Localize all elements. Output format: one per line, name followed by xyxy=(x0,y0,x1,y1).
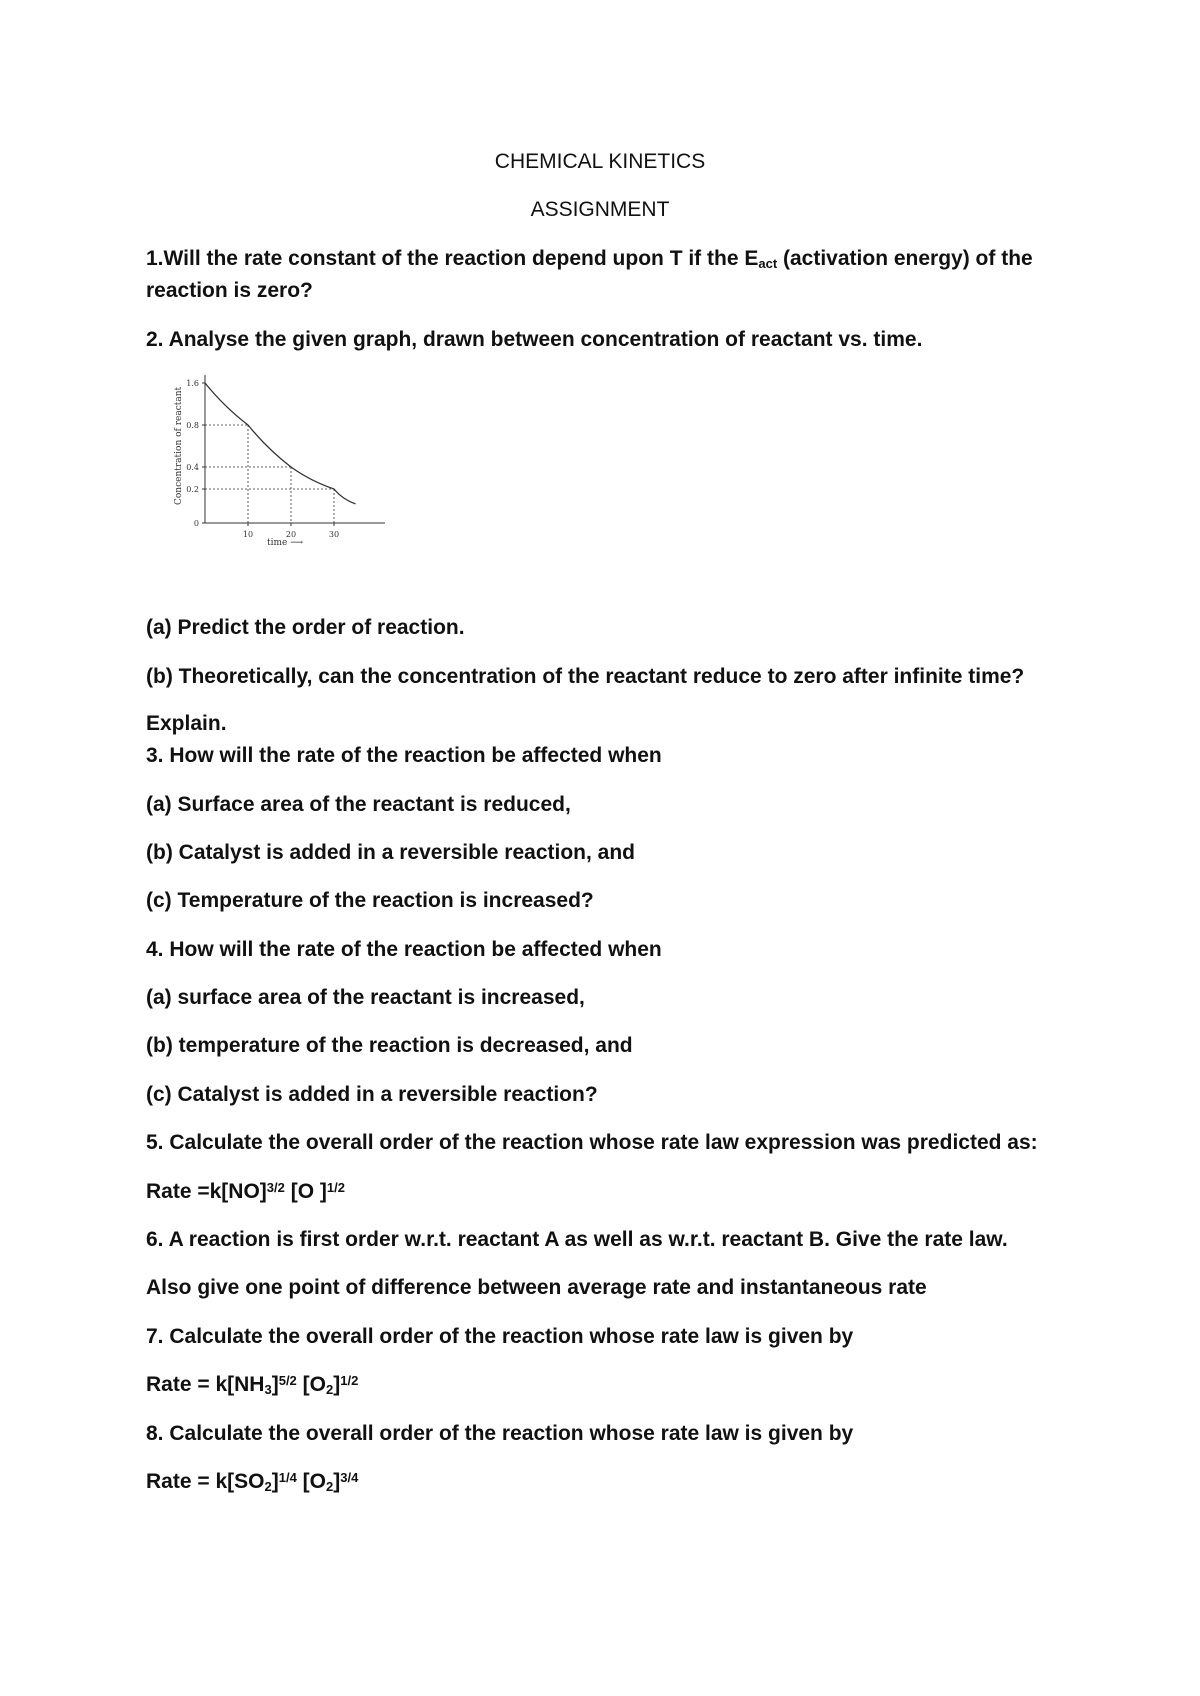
x-axis-label: time ⟶ xyxy=(267,538,304,548)
document-subtitle: ASSIGNMENT xyxy=(530,198,670,221)
question-4a: (a) surface area of the reactant is increased, xyxy=(146,986,585,1009)
question-6: 6. A reaction is first order w.r.t. reactant A as well as w.r.t. reactant B. Give the rate law. xyxy=(146,1228,1008,1251)
question-1-line-2: reaction is zero? xyxy=(146,279,313,302)
q8-exponent-2: 3/4 xyxy=(340,1469,359,1485)
question-8-rate-law xyxy=(146,1469,359,1495)
q5-rate-mid: [O ] xyxy=(284,1180,327,1203)
concentration-time-graph xyxy=(165,365,395,555)
q7-exponent-1: 5/2 xyxy=(278,1372,297,1388)
question-3: 3. How will the rate of the reaction be affected when xyxy=(146,744,662,767)
q8-subscript-2: 2 xyxy=(325,1479,334,1495)
q7-subscript-1: 3 xyxy=(264,1382,272,1398)
x-tick-label-0: 10 xyxy=(242,530,254,539)
q8-bracket-1: ] xyxy=(271,1470,279,1493)
q8-rate-mid: [O xyxy=(296,1470,326,1493)
q8-subscript-1: 2 xyxy=(264,1479,272,1495)
y-axis-label-group xyxy=(174,386,184,505)
q1-text-post: (activation energy) of the xyxy=(777,247,1033,270)
question-6-line-2: Also give one point of difference between average rate and instantaneous rate xyxy=(146,1276,927,1299)
q5-rate-pre: Rate =k[NO] xyxy=(146,1180,267,1203)
q8-bracket-2: ] xyxy=(333,1470,341,1493)
q7-bracket-2: ] xyxy=(333,1373,341,1396)
question-7-rate-law xyxy=(146,1372,359,1398)
q8-rate-pre: Rate = k[SO xyxy=(146,1470,265,1493)
x-tick-label-1: 20 xyxy=(285,530,297,539)
y-axis-label: Concentration of reactant xyxy=(174,386,184,505)
question-5-rate-law xyxy=(146,1181,345,1202)
q1-subscript: act xyxy=(758,256,778,272)
question-2: 2. Analyse the given graph, drawn between concentration of reactant vs. time. xyxy=(146,328,923,351)
q5-exponent-1: 3/2 xyxy=(266,1179,285,1195)
question-2b-line-2: Explain. xyxy=(146,712,227,735)
question-3c: (c) Temperature of the reaction is increased? xyxy=(146,889,594,912)
question-1 xyxy=(146,247,1033,272)
y-tick-label-4: 0 xyxy=(193,519,199,528)
q8-exponent-1: 1/4 xyxy=(278,1469,297,1485)
question-2a: (a) Predict the order of reaction. xyxy=(146,616,465,639)
question-4c: (c) Catalyst is added in a reversible reaction? xyxy=(146,1083,598,1106)
question-3a: (a) Surface area of the reactant is reduced, xyxy=(146,793,571,816)
q7-exponent-2: 1/2 xyxy=(340,1372,359,1388)
q7-subscript-2: 2 xyxy=(325,1382,334,1398)
concentration-curve xyxy=(205,383,356,504)
x-tick-label-2: 30 xyxy=(328,530,340,539)
q7-bracket-1: ] xyxy=(271,1373,279,1396)
y-tick-label-2: 0.4 xyxy=(186,463,199,472)
y-tick-label-0: 1.6 xyxy=(186,379,199,388)
q1-text-pre: 1.Will the rate constant of the reaction depend upon T if the E xyxy=(146,247,759,270)
question-4: 4. How will the rate of the reaction be affected when xyxy=(146,938,662,961)
y-tick-label-1: 0.8 xyxy=(186,421,199,430)
question-7: 7. Calculate the overall order of the reaction whose rate law is given by xyxy=(146,1325,854,1348)
y-tick-label-3: 0.2 xyxy=(186,485,199,494)
q7-rate-pre: Rate = k[NH xyxy=(146,1373,265,1396)
document-title: CHEMICAL KINETICS xyxy=(494,150,706,173)
question-3b: (b) Catalyst is added in a reversible reaction, and xyxy=(146,841,635,864)
question-4b: (b) temperature of the reaction is decreased, and xyxy=(146,1034,633,1057)
question-8: 8. Calculate the overall order of the reaction whose rate law is given by xyxy=(146,1422,854,1445)
q5-exponent-2: 1/2 xyxy=(326,1179,345,1195)
question-5: 5. Calculate the overall order of the reaction whose rate law expression was predicted as: xyxy=(146,1131,1038,1154)
question-2b: (b) Theoretically, can the concentration of the reactant reduce to zero after infinite time? xyxy=(146,665,1025,688)
q7-rate-mid: [O xyxy=(296,1373,326,1396)
